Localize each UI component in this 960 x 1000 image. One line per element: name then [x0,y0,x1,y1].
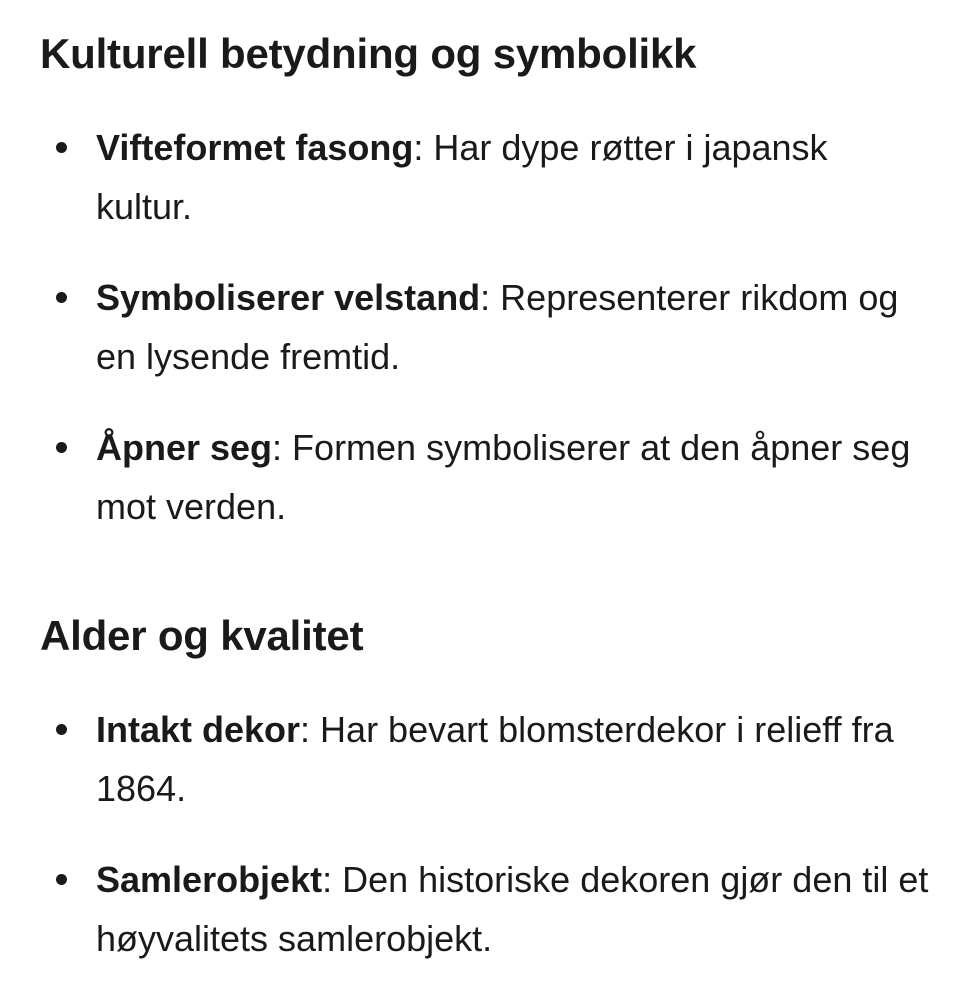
item-term: Vifteformet fasong [96,127,414,168]
list-item [40,700,930,818]
bullet-icon [56,724,67,735]
section-cultural-significance [40,26,930,568]
item-text: : Den historiske dekoren gjør den til et høyvalitets samlerobjekt. [96,859,929,959]
item-text: : Formen symboliserer at den åpner seg mot verden. [96,427,911,527]
section-age-quality [40,608,930,1000]
bullet-list [40,700,930,968]
bullet-icon [56,142,67,153]
item-text: : Har bevart blomsterdekor i relieff fra 1864. [96,709,894,809]
item-term: Intakt dekor [96,709,301,750]
bullet-list [40,118,930,536]
item-text: : Representerer rikdom og en lysende fremtid. [96,277,899,377]
section-heading: Alder og kvalitet [40,612,364,659]
bullet-icon [56,442,67,453]
bullet-icon [56,292,67,303]
item-term: Åpner seg [96,427,273,468]
item-text: : Har dype røtter i japansk kultur. [96,127,828,227]
list-item [40,268,930,386]
list-item [40,850,930,968]
list-item [40,418,930,536]
item-term: Samlerobjekt [96,859,323,900]
section-heading: Kulturell betydning og symbolikk [40,30,697,77]
bullet-icon [56,874,67,885]
list-item [40,118,930,236]
item-term: Symboliserer velstand [96,277,481,318]
